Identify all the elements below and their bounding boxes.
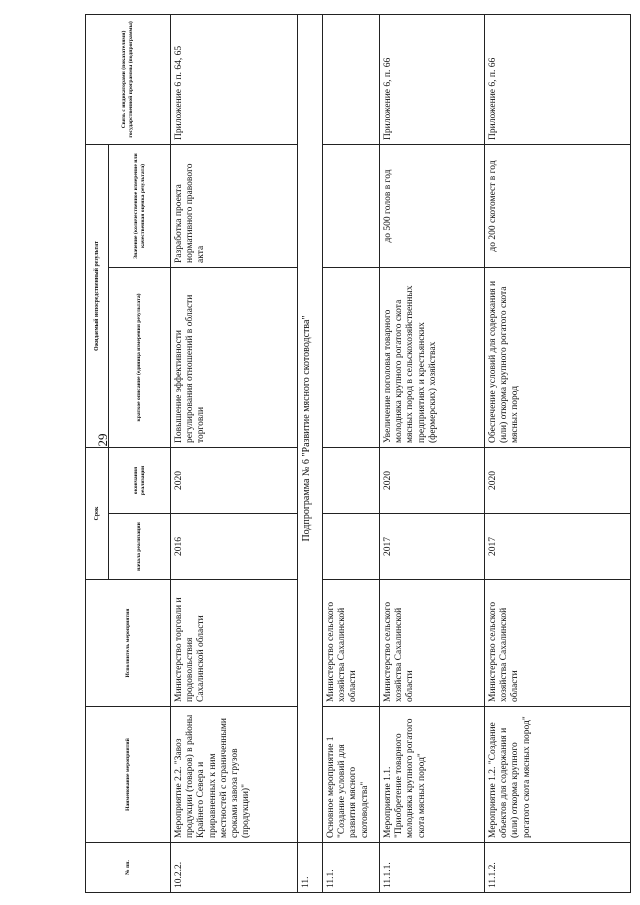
row-result-desc: Повышение эффективности регулирования отношений в области торговли <box>171 268 298 448</box>
subprogram-row <box>298 14 323 892</box>
row-start <box>323 514 380 580</box>
row-result-desc: Увеличение поголовья товарного молодняка крупного рогатого скота мясных пород в сельскохозяйственных предприятиях и крестьянских (фермерских) хозяйствах <box>380 268 485 448</box>
row-name: Мероприятие 1.1. "Приобретение товарного молодняка крупного рогатого скота мясных пород" <box>380 707 485 843</box>
row-start: 2016 <box>171 514 298 580</box>
page-number: 29 <box>95 433 110 447</box>
row-result-value <box>323 144 380 267</box>
header-result-value: Значение (количественное измерение или качественная оценка результата) <box>109 144 171 267</box>
row-result-value: до 500 голов в год <box>380 144 485 267</box>
header-row-1 <box>86 14 109 892</box>
row-start: 2017 <box>380 514 485 580</box>
table-row <box>485 14 631 892</box>
header-link: Связь с индикаторами (показателями) государственной программы (подпрограммы) <box>86 14 171 144</box>
row-result-desc <box>323 268 380 448</box>
row-link: Приложение 6 п. 64, 65 <box>171 14 298 144</box>
row-end: 2020 <box>485 448 631 514</box>
rotated-table-container <box>85 15 630 893</box>
row-result-desc: Обеспечение условий для содержания и (или) откорма крупного рогатого скота мясных пород <box>485 268 631 448</box>
row-num: 11.1. <box>323 843 380 893</box>
row-executor: Министерство сельского хозяйства Сахалинской области <box>380 580 485 707</box>
subprogram-heading: Подпрограмма № 6 "Развитие мясного скотоводства" <box>298 14 323 842</box>
header-result: Ожидаемый непосредственный результат <box>86 144 109 447</box>
row-result-value: до 200 скотомест в год <box>485 144 631 267</box>
row-num: 11. <box>298 843 323 893</box>
measures-table <box>85 14 631 893</box>
table-row <box>380 14 485 892</box>
row-name: Основное мероприятие 1 "Создание условий для развития мясного скотоводства" <box>323 707 380 843</box>
row-executor: Министерство сельского хозяйства Сахалинской области <box>485 580 631 707</box>
row-end: 2020 <box>380 448 485 514</box>
row-link: Приложение 6, п. 66 <box>485 14 631 144</box>
row-num: 11.1.1. <box>380 843 485 893</box>
header-executor: Исполнитель мероприятия <box>86 580 171 707</box>
row-link: Приложение 6, п. 66 <box>380 14 485 144</box>
row-result-value: Разработка проекта нормативного правового акта <box>171 144 298 267</box>
row-executor: Министерство сельского хозяйства Сахалинской области <box>323 580 380 707</box>
row-num: 11.1.2. <box>485 843 631 893</box>
row-end <box>323 448 380 514</box>
row-end: 2020 <box>171 448 298 514</box>
header-name: Наименование мероприятий <box>86 707 171 843</box>
header-num: № пп. <box>86 843 171 893</box>
row-name: Мероприятие 2.2. "Завоз продукции (товаров) в районы Крайнего Севера и приравненных к ним местностей с ограниченными сроками завоза грузов (продукции)" <box>171 707 298 843</box>
row-start: 2017 <box>485 514 631 580</box>
row-name: Мероприятие 1.2. "Создание объектов для содержания и (или) откорма крупного рогатого скота мясных пород" <box>485 707 631 843</box>
header-term-start: начала реализации <box>109 514 171 580</box>
row-link <box>323 14 380 144</box>
row-num: 10.2.2. <box>171 843 298 893</box>
row-executor: Министерство торговли и продовольствия Сахалинской области <box>171 580 298 707</box>
table-row <box>323 14 380 892</box>
table-row <box>171 14 298 892</box>
header-term: Срок <box>86 448 109 580</box>
header-term-end: окончания реализации <box>109 448 171 514</box>
header-result-desc: краткое описание (единица измерения результата) <box>109 268 171 448</box>
